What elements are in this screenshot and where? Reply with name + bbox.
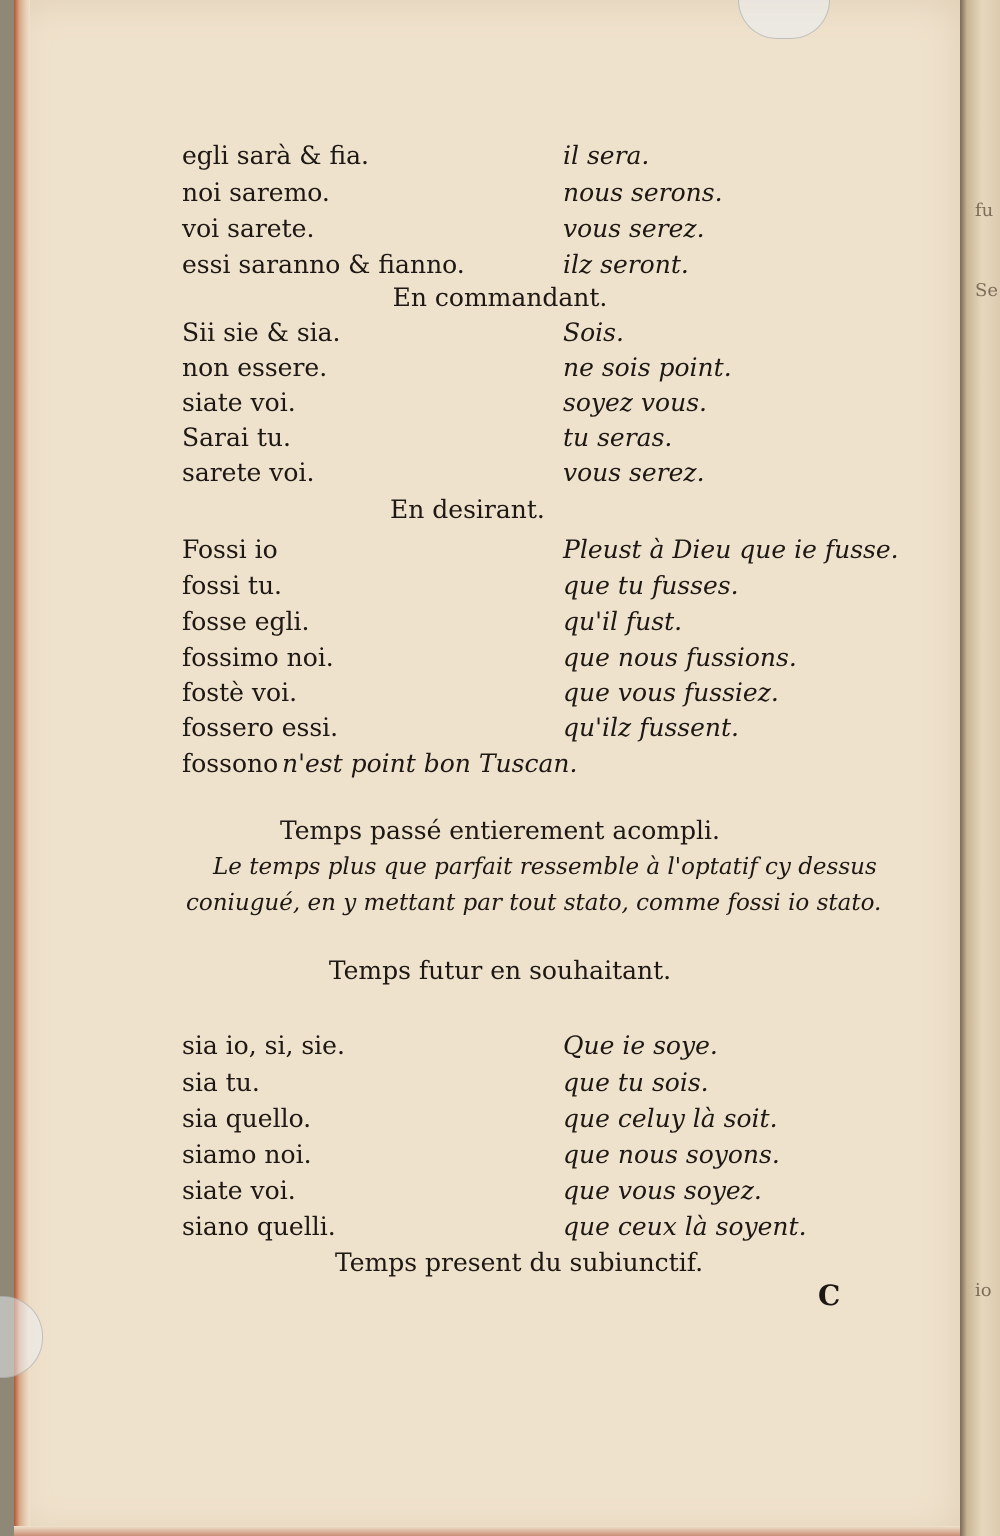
italian-form: siamo noi. <box>182 1140 312 1169</box>
italian-form: sia quello. <box>182 1104 312 1133</box>
french-form: que vous soyez. <box>563 1176 762 1205</box>
french-form: que ceux là soyent. <box>563 1212 807 1241</box>
italian-form: fosse egli. <box>182 607 310 636</box>
italian-form: egli sarà & fia. <box>182 141 369 170</box>
italian-form: siate voi. <box>182 1176 296 1205</box>
french-form: il sera. <box>563 141 650 170</box>
french-form: que tu fusses. <box>563 571 739 600</box>
italian-form: siate voi. <box>182 388 296 417</box>
italian-form: fossimo noi. <box>182 643 334 672</box>
french-form: ne sois point. <box>563 353 732 382</box>
italian-form: siano quelli. <box>182 1212 336 1241</box>
italian-form: fossi tu. <box>182 571 282 600</box>
french-form: que vous fussiez. <box>563 678 779 707</box>
italian-form: Sii sie & sia. <box>182 318 341 347</box>
french-form: Que ie soye. <box>563 1031 718 1060</box>
french-form: vous serez. <box>563 458 705 487</box>
french-form: ilz seront. <box>563 250 689 279</box>
italian-form: voi sarete. <box>182 214 315 243</box>
italian-form: sia io, si, sie. <box>182 1031 345 1060</box>
section-heading: En commandant. <box>392 283 608 312</box>
facing-page-fragment: Se <box>975 280 998 301</box>
french-form: vous serez. <box>563 214 705 243</box>
italian-form: sia tu. <box>182 1068 260 1097</box>
explanatory-note: Le temps plus que parfait ressemble à l'optatif cy dessus <box>213 854 877 880</box>
french-form: soyez vous. <box>563 388 707 417</box>
french-form: que nous soyons. <box>563 1140 780 1169</box>
section-heading: Temps futur en souhaitant. <box>328 956 672 985</box>
french-form: que celuy là soit. <box>563 1104 778 1133</box>
italian-form: sarete voi. <box>182 458 315 487</box>
french-form: Sois. <box>563 318 624 347</box>
italian-form: non essere. <box>182 353 328 382</box>
usage-note: n'est point bon Tuscan. <box>282 749 578 778</box>
catchword-heading: Temps present du subiunctif. <box>335 1248 704 1277</box>
french-form: Pleust à Dieu que ie fusse. <box>563 535 899 564</box>
facing-page-fragment: fu <box>975 200 994 221</box>
italian-form: fostè voi. <box>182 678 298 707</box>
italian-form: essi saranno & fianno. <box>182 250 465 279</box>
italian-form: Fossi io <box>182 535 278 564</box>
french-form: qu'il fust. <box>563 607 683 636</box>
italian-form: fossono <box>182 749 279 778</box>
italian-form: noi saremo. <box>182 178 330 207</box>
italian-form: fossero essi. <box>182 713 339 742</box>
italian-form: Sarai tu. <box>182 423 291 452</box>
page-edge-bottom <box>14 1526 960 1536</box>
section-heading: Temps passé entierement acompli. <box>279 816 720 845</box>
facing-page-fragment: io <box>975 1280 992 1301</box>
french-form: que nous fussions. <box>563 643 797 672</box>
french-form: que tu sois. <box>563 1068 709 1097</box>
section-heading: En desirant. <box>390 495 545 524</box>
signature-mark: C <box>818 1279 841 1312</box>
french-form: qu'ilz fussent. <box>563 713 739 742</box>
french-form: nous serons. <box>563 178 723 207</box>
facing-page-strip <box>960 0 1000 1536</box>
explanatory-note: coniugué, en y mettant par tout stato, comme fossi io stato. <box>186 890 882 916</box>
french-form: tu seras. <box>563 423 673 452</box>
